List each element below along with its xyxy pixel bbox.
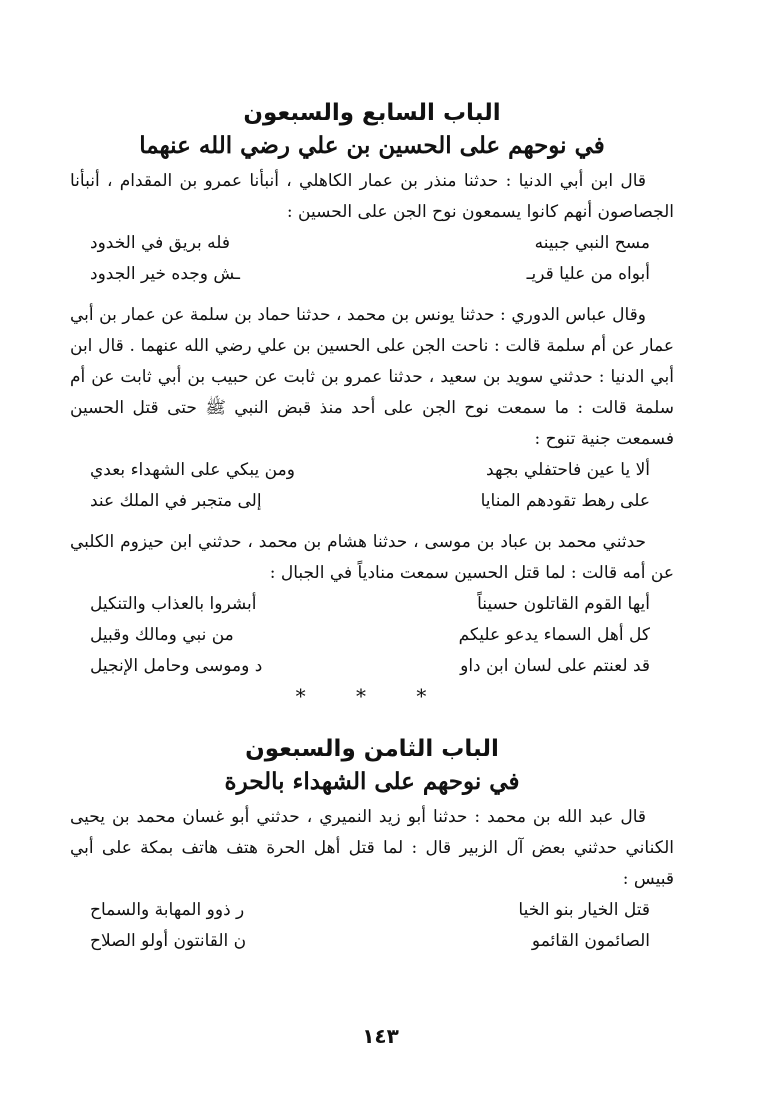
chapter-77-paragraph-3: حدثني محمد بن عباد بن موسى ، حدثنا هشام بن محمد ، حدثني ابن حيزوم الكلبي عن أمه قالت : لما قتل الحسين سمعت منادياً في الجبال : [70, 532, 674, 583]
chapter-77-paragraph-1: قال ابن أبي الدنيا : حدثنا منذر بن عمار الكاهلي ، أنبأنا عمرو بن المقدام ، أنبأنا الجصاصون أنهم كانوا يسمعون نوح الجن على الحسين : [70, 171, 674, 222]
chapter-77-poem-2 [70, 455, 674, 517]
verse-second-hemistich: ن القانتون أولو الصلاح [90, 931, 247, 951]
verse-line [70, 486, 674, 517]
chapter-78-poem-1 [70, 895, 674, 957]
verse-line [70, 455, 674, 486]
chapter-78-paragraph-1: قال عبد الله بن محمد : حدثنا أبو زيد النميري ، حدثني أبو غسان محمد بن يحيى الكناني حدثني بعض آل الزبير قال : لما قتل أهل الحرة هتف هاتف بمكة على أبي قبيس : [70, 807, 674, 889]
verse-first-hemistich: كل أهل السماء يدعو عليكم [458, 625, 650, 645]
verse-second-hemistich: ـش وجده خير الجدود [90, 264, 241, 284]
verse-second-hemistich: أبشروا بالعذاب والتنكيل [90, 594, 257, 614]
verse-first-hemistich: قتل الخيار بنو الخيا [518, 900, 650, 920]
verse-first-hemistich: مسح النبي جبينه [534, 233, 650, 253]
chapter-77-subtitle: في نوحهم على الحسين بن علي رضي الله عنهما [139, 132, 605, 159]
verse-line [70, 926, 674, 957]
verse-second-hemistich: د وموسى وحامل الإنجيل [90, 656, 263, 676]
verse-first-hemistich: الصائمون القائمو [531, 931, 650, 951]
verse-second-hemistich: ومن يبكي على الشهداء بعدي [90, 460, 295, 480]
verse-first-hemistich: ألا يا عين فاحتفلي بجهد [486, 460, 650, 480]
verse-second-hemistich: فله بريق في الخدود [90, 233, 230, 253]
page-number: ١٤٣ [362, 1024, 399, 1048]
chapter-77-poem-1 [70, 228, 674, 290]
verse-line [70, 259, 674, 290]
verse-line [70, 228, 674, 259]
book-page [70, 98, 674, 957]
verse-first-hemistich: أبواه من عليا قريـ [526, 264, 650, 284]
chapter-78-title: الباب الثامن والسبعون [245, 736, 499, 762]
chapter-77-title: الباب السابع والسبعون [243, 100, 501, 126]
chapter-77-paragraph-2: وقال عباس الدوري : حدثنا يونس بن محمد ، حدثنا حماد بن سلمة عن عمار بن أبي عمار عن أم سلمة قالت : ناحت الجن على الحسين بن علي رضي الله عنهما . قال ابن أبي الدنيا : حدثني سويد بن سعيد ، حدثنا عمرو بن ثابت عن حبيب بن أبي ثابت عن أم سلمة قالت : ما سمعت نوح الجن على أحد منذ قبض النبي ﷺ حتى قتل الحسين فسمعت جنية تنوح : [70, 305, 674, 449]
chapter-77-poem-3 [70, 589, 674, 682]
verse-second-hemistich: إلى متجبر في الملك عند [90, 491, 262, 511]
verse-first-hemistich: على رهط تقودهم المنايا [480, 491, 650, 511]
verse-line [70, 620, 674, 651]
chapter-78-subtitle: في نوحهم على الشهداء بالحرة [224, 768, 520, 795]
verse-line [70, 589, 674, 620]
verse-first-hemistich: أيها القوم القاتلون حسيناً [477, 594, 650, 614]
verse-second-hemistich: ر ذوو المهابة والسماح [90, 900, 245, 920]
verse-first-hemistich: قد لعنتم على لسان ابن داو [460, 656, 650, 676]
verse-line [70, 651, 674, 682]
section-separator: * * * [295, 684, 449, 708]
verse-line [70, 895, 674, 926]
verse-second-hemistich: من نبي ومالك وقبيل [90, 625, 234, 645]
